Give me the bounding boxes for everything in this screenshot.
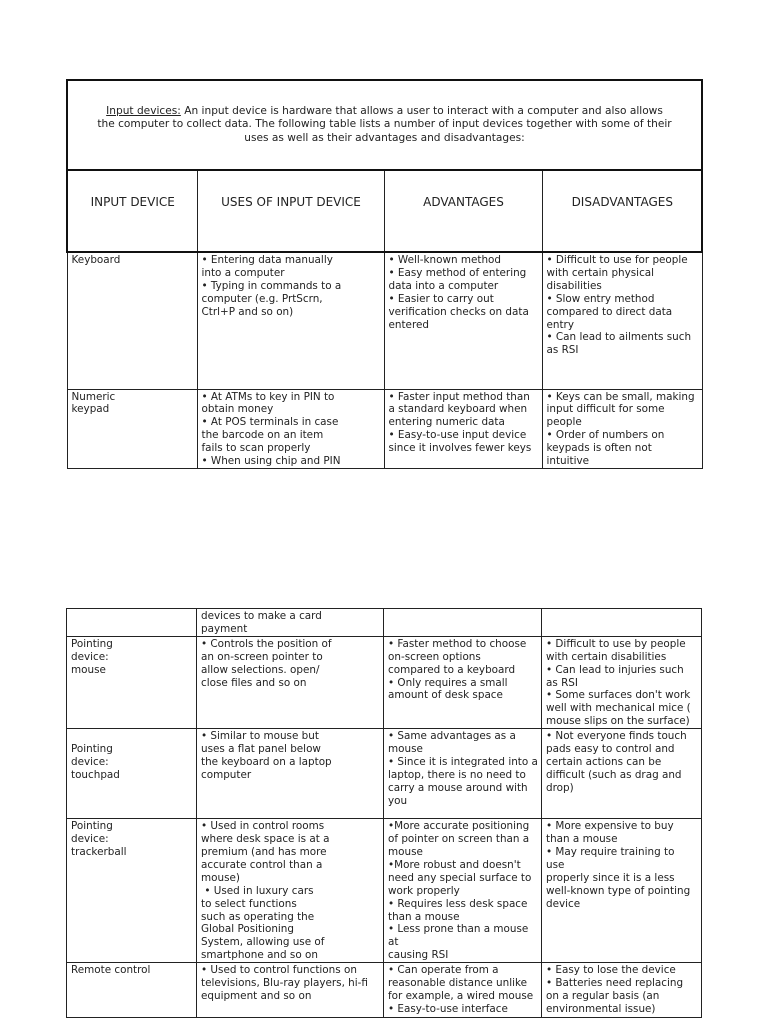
- header-disadvantages: DISADVANTAGES: [542, 170, 702, 252]
- cell-line: devices to make a card: [201, 610, 322, 622]
- cell-line: amount of desk space: [388, 689, 503, 702]
- intro-cell: [67, 80, 702, 170]
- intro-text: An input device is hardware that allows a user to interact with a computer and also allows the computer to collect data. The following table lists a number of input devices together with some of their uses as well as their advantages and disadvantages:: [97, 105, 672, 144]
- cell-line: System, allowing use of: [201, 936, 325, 949]
- uses-cell: [197, 963, 384, 1018]
- cell-line: obtain money: [201, 403, 274, 416]
- uses-cell: [197, 252, 384, 389]
- device-cell: [67, 252, 197, 389]
- cell-line: • Less prone than a mouse: [388, 923, 529, 936]
- cell-line: • At ATMs to key in PIN to: [201, 390, 335, 403]
- cell-line: entry: [546, 318, 574, 331]
- cell-line: trackerball: [71, 845, 127, 858]
- cell-line: device:: [71, 755, 109, 768]
- cell-line: • Slow entry method: [546, 292, 655, 305]
- cell-line: compared to direct data: [546, 305, 673, 318]
- cell-line: the keyboard on a laptop: [201, 755, 332, 768]
- cell-line: as RSI: [546, 676, 578, 689]
- cell-line: as RSI: [546, 344, 579, 357]
- table-row: [67, 963, 702, 1018]
- cell-line: • Can operate from a: [388, 964, 499, 977]
- header-input-device: INPUT DEVICE: [67, 170, 197, 252]
- cell-line: entered: [388, 318, 429, 331]
- cell-line: such as operating the: [201, 910, 315, 923]
- cell-line: an on-screen pointer to: [201, 650, 323, 663]
- uses-cell: [197, 389, 384, 468]
- intro-term: Input devices:: [106, 105, 181, 118]
- cell-line: than a mouse: [546, 833, 618, 846]
- cell-line: laptop, there is no need to: [388, 768, 526, 781]
- cell-line: mouse): [201, 871, 240, 884]
- cell-line: • May require training to: [546, 845, 675, 858]
- cell-line: • Typing in commands to a: [201, 279, 342, 292]
- cell-line: • Keys can be small, making: [546, 390, 695, 403]
- device-cell: [67, 729, 197, 819]
- cell-line: • Can lead to injuries such: [546, 663, 684, 676]
- cell-line: computer: [201, 768, 252, 781]
- cell-line: keypad: [71, 403, 110, 416]
- disadvantages-cell: [542, 729, 702, 819]
- disadvantages-cell: [542, 636, 702, 728]
- device-cell: [67, 819, 197, 963]
- cell-line: computer (e.g. PrtScrn,: [201, 292, 323, 305]
- cell-line: • Similar to mouse but: [201, 730, 319, 743]
- cell-line: payment: [201, 622, 248, 635]
- cell-line: accurate control than a: [201, 858, 323, 871]
- input-devices-table-bottom: [66, 608, 702, 1018]
- cell-line: • Requires less desk space: [388, 897, 528, 910]
- cell-line: with certain disabilities: [546, 650, 667, 663]
- cell-line: with certain physical: [546, 266, 655, 279]
- cell-line: • Easy to lose the device: [546, 964, 676, 977]
- table-row: [67, 609, 702, 637]
- cell-line: • Easy-to-use input device: [388, 429, 527, 442]
- cell-line: allow selections. open/: [201, 663, 320, 676]
- cell-line: a standard keyboard when: [388, 403, 528, 416]
- cell-line: you: [388, 794, 408, 807]
- cell-line: [71, 730, 193, 743]
- cell-line: into a computer: [201, 266, 285, 279]
- disadvantages-cell: [542, 609, 702, 637]
- cell-line: Keyboard: [71, 254, 121, 266]
- uses-cell: [197, 729, 384, 819]
- advantages-cell: [384, 609, 542, 637]
- cell-line: entering numeric data: [388, 416, 505, 429]
- cell-line: on a regular basis (an: [546, 989, 660, 1002]
- cell-line: device:: [71, 650, 109, 663]
- cell-line: device:: [71, 833, 109, 846]
- cell-line: • Difficult to use for people: [546, 254, 688, 266]
- cell-line: • Controls the position of: [201, 637, 332, 650]
- cell-line: where desk space is at a: [201, 833, 330, 846]
- cell-line: • Used to control functions on: [201, 964, 357, 977]
- cell-line: intuitive: [546, 455, 590, 468]
- cell-line: • Since it is integrated into a: [388, 755, 538, 768]
- cell-line: data into a computer: [388, 279, 499, 292]
- cell-line: • Order of numbers on: [546, 429, 665, 442]
- cell-line: reasonable distance unlike: [388, 977, 528, 990]
- cell-line: mouse: [388, 845, 423, 858]
- cell-line: than a mouse: [388, 910, 460, 923]
- cell-line: keypads is often not: [546, 442, 652, 455]
- cell-line: since it involves fewer keys: [388, 442, 532, 455]
- cell-line: Pointing: [71, 743, 113, 756]
- advantages-cell: [384, 389, 542, 468]
- disadvantages-cell: [542, 389, 702, 468]
- advantages-cell: [384, 636, 542, 728]
- cell-line: Pointing: [71, 820, 113, 833]
- cell-line: verification checks on data: [388, 305, 529, 318]
- cell-line: the barcode on an item: [201, 429, 324, 442]
- cell-line: close files and so on: [201, 676, 307, 689]
- cell-line: well-known type of pointing: [546, 884, 691, 897]
- cell-line: Remote control: [71, 964, 151, 977]
- cell-line: • Used in luxury cars: [201, 884, 314, 897]
- cell-line: • Easy method of entering: [388, 266, 527, 279]
- table-row: [67, 389, 702, 468]
- device-cell: [67, 609, 197, 637]
- cell-line: •More robust and doesn't: [388, 858, 521, 871]
- cell-line: for example, a wired mouse: [388, 989, 534, 1002]
- cell-line: to select functions: [201, 897, 297, 910]
- cell-line: touchpad: [71, 768, 120, 781]
- header-advantages: ADVANTAGES: [384, 170, 542, 252]
- device-cell: [67, 389, 197, 468]
- cell-line: Pointing: [71, 637, 113, 650]
- disadvantages-cell: [542, 252, 702, 389]
- cell-line: use: [546, 858, 565, 871]
- table-row: [67, 729, 702, 819]
- uses-cell: [197, 819, 384, 963]
- cell-line: mouse: [388, 743, 423, 756]
- header-uses: USES OF INPUT DEVICE: [197, 170, 384, 252]
- cell-line: people: [546, 416, 582, 429]
- cell-line: premium (and has more: [201, 845, 327, 858]
- disadvantages-cell: [542, 963, 702, 1018]
- cell-line: • Only requires a small: [388, 676, 508, 689]
- cell-line: environmental issue): [546, 1002, 656, 1015]
- cell-line: certain actions can be: [546, 755, 662, 768]
- cell-line: televisions, Blu-ray players, hi-fi: [201, 977, 368, 990]
- cell-line: • Faster input method than: [388, 390, 530, 403]
- table-row: [67, 636, 702, 728]
- cell-line: need any special surface to: [388, 871, 532, 884]
- cell-line: work properly: [388, 884, 460, 897]
- cell-line: • Can lead to ailments such: [546, 331, 692, 344]
- cell-line: • Used in control rooms: [201, 820, 325, 833]
- cell-line: • Some surfaces don't work: [546, 689, 691, 702]
- cell-line: Ctrl+P and so on): [201, 305, 294, 318]
- device-cell: [67, 963, 197, 1018]
- cell-line: • At POS terminals in case: [201, 416, 339, 429]
- cell-line: pads easy to control and: [546, 743, 675, 756]
- cell-line: well with mechanical mice (: [546, 702, 691, 715]
- cell-line: Numeric: [71, 390, 116, 403]
- cell-line: • Easier to carry out: [388, 292, 494, 305]
- cell-line: equipment and so on: [201, 989, 312, 1002]
- cell-line: device: [546, 897, 581, 910]
- table-row: [67, 252, 702, 389]
- cell-line: • Entering data manually: [201, 254, 333, 266]
- cell-line: • Well-known method: [388, 254, 501, 266]
- cell-line: disabilities: [546, 279, 602, 292]
- cell-line: • Difficult to use by people: [546, 637, 686, 650]
- input-devices-table-top: [66, 79, 703, 469]
- advantages-cell: [384, 819, 542, 963]
- cell-line: causing RSI: [388, 949, 449, 962]
- cell-line: smartphone and so on: [201, 949, 318, 962]
- cell-line: • Same advantages as a: [388, 730, 516, 743]
- cell-line: • More expensive to buy: [546, 820, 674, 833]
- cell-line: drop): [546, 781, 574, 794]
- header-row: [67, 170, 702, 252]
- cell-line: • Batteries need replacing: [546, 977, 684, 990]
- cell-line: Global Positioning: [201, 923, 294, 936]
- advantages-cell: [384, 252, 542, 389]
- device-cell: [67, 636, 197, 728]
- cell-line: fails to scan properly: [201, 442, 311, 455]
- cell-line: at: [388, 936, 399, 949]
- cell-line: • Not everyone finds touch: [546, 730, 687, 743]
- cell-line: compared to a keyboard: [388, 663, 516, 676]
- uses-cell: [197, 636, 384, 728]
- cell-line: • Easy-to-use interface: [388, 1002, 508, 1015]
- cell-line: mouse: [71, 663, 106, 676]
- cell-line: input difficult for some: [546, 403, 665, 416]
- cell-line: properly since it is a less: [546, 871, 675, 884]
- cell-line: •More accurate positioning: [388, 820, 530, 833]
- advantages-cell: [384, 963, 542, 1018]
- cell-line: • When using chip and PIN: [201, 455, 341, 468]
- cell-line: difficult (such as drag and: [546, 768, 682, 781]
- cell-line: mouse slips on the surface): [546, 715, 690, 728]
- cell-line: uses a flat panel below: [201, 743, 321, 756]
- cell-line: on-screen options: [388, 650, 481, 663]
- advantages-cell: [384, 729, 542, 819]
- cell-line: carry a mouse around with: [388, 781, 528, 794]
- uses-cell: [197, 609, 384, 637]
- disadvantages-cell: [542, 819, 702, 963]
- table-row: [67, 819, 702, 963]
- cell-line: • Faster method to choose: [388, 637, 527, 650]
- cell-line: of pointer on screen than a: [388, 833, 530, 846]
